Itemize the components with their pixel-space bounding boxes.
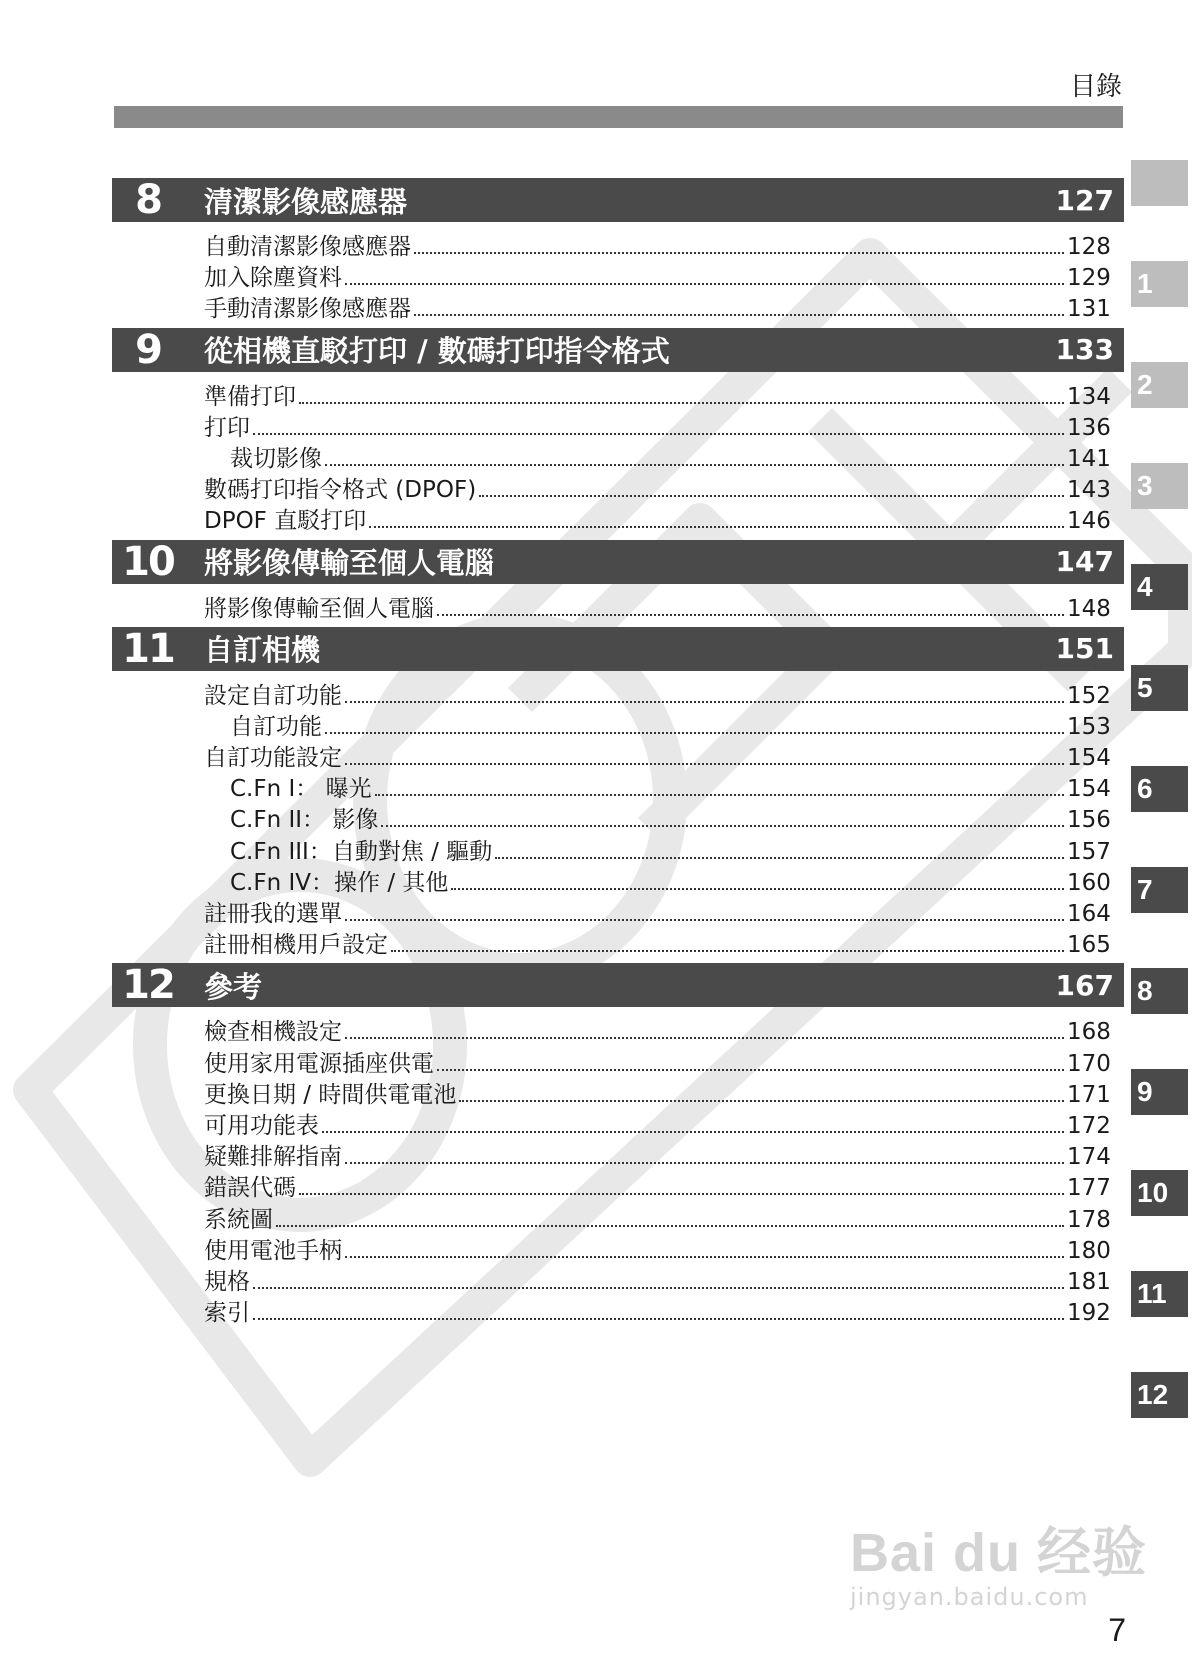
dot-leader bbox=[391, 949, 1064, 952]
toc-entry-label: 數碼打印指令格式 (DPOF) bbox=[204, 477, 477, 504]
toc-entry-page: 148 bbox=[1067, 595, 1111, 622]
toc-entry-label: 註冊相機用戶設定 bbox=[204, 932, 388, 959]
toc-entry[interactable] bbox=[204, 1076, 1109, 1107]
logo-main-text: Bai du 经验 bbox=[850, 1523, 1148, 1583]
toc-entry-page: 192 bbox=[1067, 1300, 1111, 1327]
toc-entry-page: 143 bbox=[1067, 477, 1111, 504]
toc-entry[interactable] bbox=[204, 590, 1109, 621]
toc-entry[interactable] bbox=[204, 895, 1109, 926]
toc-entry-page: 136 bbox=[1067, 414, 1111, 441]
toc-entry-label: 將影像傳輸至個人電腦 bbox=[204, 595, 434, 622]
toc-entry-page: 174 bbox=[1067, 1144, 1111, 1171]
dot-leader bbox=[345, 1255, 1064, 1258]
toc-entry-page: 181 bbox=[1067, 1268, 1111, 1295]
chapter-tab[interactable]: 5 bbox=[1131, 665, 1188, 711]
dot-leader bbox=[325, 731, 1064, 734]
toc-entry-page: 156 bbox=[1067, 807, 1111, 834]
toc-entry[interactable] bbox=[204, 1263, 1109, 1294]
header-bar bbox=[114, 106, 1123, 128]
dot-leader bbox=[479, 494, 1064, 497]
chapter-tab[interactable]: 8 bbox=[1131, 968, 1188, 1014]
dot-leader bbox=[437, 1068, 1064, 1071]
toc-entry-label: 自訂功能 bbox=[230, 713, 322, 740]
toc-entry-page: 177 bbox=[1067, 1175, 1111, 1202]
toc-entry[interactable] bbox=[204, 409, 1109, 440]
toc-entry[interactable] bbox=[204, 378, 1109, 409]
chapter-tab[interactable] bbox=[1131, 160, 1188, 206]
toc-entry-label: 疑難排解指南 bbox=[204, 1144, 342, 1171]
toc-entry-label: 自動清潔影像感應器 bbox=[204, 234, 411, 260]
toc-entry-page: 157 bbox=[1067, 838, 1111, 865]
dot-leader bbox=[381, 824, 1064, 827]
toc-entry-page: 153 bbox=[1067, 713, 1111, 740]
chapter-title: 清潔影像感應器 bbox=[204, 184, 408, 219]
toc-entry[interactable] bbox=[204, 926, 1109, 957]
chapter-tab[interactable]: 3 bbox=[1131, 463, 1188, 509]
dot-leader bbox=[253, 1286, 1064, 1289]
dot-leader bbox=[325, 463, 1064, 466]
chapter-tab[interactable]: 4 bbox=[1131, 564, 1188, 610]
toc-entry[interactable] bbox=[204, 1232, 1109, 1263]
toc-entry-page: 170 bbox=[1067, 1050, 1111, 1077]
toc-entry-label: C.Fn I： 曝光 bbox=[230, 776, 372, 803]
dot-leader bbox=[375, 793, 1064, 796]
toc-entry-label: 手動清潔影像感應器 bbox=[204, 296, 411, 323]
toc-entry-label: 打印 bbox=[204, 414, 250, 441]
chapter-number: 11 bbox=[122, 625, 174, 672]
dot-leader bbox=[369, 525, 1064, 528]
toc-entry-label: 系統圖 bbox=[204, 1206, 273, 1233]
toc-entry-page: 134 bbox=[1067, 383, 1111, 410]
chapter-heading[interactable] bbox=[112, 178, 1124, 222]
toc-entry-label: 檢查相機設定 bbox=[204, 1019, 342, 1046]
toc-entry[interactable] bbox=[230, 770, 1109, 801]
toc-entry-label: 索引 bbox=[204, 1300, 250, 1327]
toc-entry-page: 164 bbox=[1067, 901, 1111, 927]
dot-leader bbox=[437, 613, 1064, 616]
toc-entry-label: 準備打印 bbox=[204, 383, 296, 410]
dot-leader bbox=[345, 1161, 1064, 1164]
toc-entry-label: 規格 bbox=[204, 1268, 250, 1295]
toc-entry-page: 171 bbox=[1067, 1081, 1111, 1108]
chapter-tab[interactable]: 9 bbox=[1131, 1069, 1188, 1115]
toc-entry-page: 129 bbox=[1067, 265, 1111, 292]
table-of-contents bbox=[112, 178, 1124, 1331]
dot-leader bbox=[414, 251, 1064, 254]
chapter-section bbox=[112, 627, 1124, 958]
chapter-title: 自訂相機 bbox=[204, 633, 321, 668]
toc-entry[interactable] bbox=[204, 228, 1109, 259]
chapter-number: 10 bbox=[122, 538, 174, 585]
toc-entry[interactable] bbox=[230, 708, 1109, 739]
chapter-section bbox=[112, 963, 1124, 1325]
dot-leader bbox=[299, 401, 1064, 404]
toc-entry-label: C.Fn II： 影像 bbox=[230, 807, 379, 834]
chapter-section bbox=[112, 328, 1124, 534]
logo-sub-text: jingyan.baidu.com bbox=[850, 1583, 1089, 1611]
chapter-page: 147 bbox=[1055, 545, 1114, 578]
toc-entry[interactable] bbox=[230, 864, 1109, 895]
chapter-heading[interactable] bbox=[112, 963, 1124, 1007]
toc-entry-label: 使用電池手柄 bbox=[204, 1237, 342, 1264]
dot-leader bbox=[345, 700, 1064, 703]
toc-entry-label: 加入除塵資料 bbox=[204, 265, 342, 292]
dot-leader bbox=[345, 918, 1064, 921]
chapter-number: 9 bbox=[135, 326, 161, 373]
toc-entry-label: 錯誤代碼 bbox=[204, 1175, 296, 1202]
toc-entry-page: 168 bbox=[1067, 1019, 1111, 1046]
toc-entry[interactable] bbox=[230, 440, 1109, 471]
toc-entry-page: 152 bbox=[1067, 682, 1111, 709]
toc-entry[interactable] bbox=[204, 502, 1109, 533]
dot-leader bbox=[414, 313, 1064, 316]
dot-leader bbox=[451, 887, 1064, 890]
toc-entry[interactable] bbox=[204, 1013, 1109, 1044]
chapter-heading[interactable] bbox=[112, 627, 1124, 671]
dot-leader bbox=[345, 282, 1064, 285]
chapter-title: 從相機直駁打印 / 數碼打印指令格式 bbox=[204, 334, 670, 369]
toc-entry[interactable] bbox=[204, 259, 1109, 290]
page-number: 7 bbox=[1108, 1612, 1126, 1648]
toc-entry-label: 可用功能表 bbox=[204, 1112, 319, 1139]
toc-entry-page: 160 bbox=[1067, 869, 1111, 896]
toc-entry[interactable] bbox=[204, 677, 1109, 708]
dot-leader bbox=[322, 1130, 1064, 1133]
toc-entry-page: 154 bbox=[1067, 745, 1111, 772]
dot-leader bbox=[345, 1036, 1064, 1039]
chapter-section bbox=[112, 540, 1124, 621]
toc-entry-page: 141 bbox=[1067, 445, 1111, 472]
toc-entry-label: 設定自訂功能 bbox=[204, 682, 342, 709]
chapter-tab[interactable]: 1 bbox=[1131, 261, 1188, 307]
chapter-title: 參考 bbox=[204, 969, 263, 1004]
chapter-section bbox=[112, 178, 1124, 322]
dot-leader bbox=[253, 1317, 1064, 1320]
toc-entry-page: 172 bbox=[1067, 1112, 1111, 1139]
chapter-page: 133 bbox=[1055, 333, 1114, 367]
page-header-title: 目錄 bbox=[1069, 72, 1122, 102]
toc-entry-page: 128 bbox=[1067, 234, 1111, 260]
toc-entry[interactable] bbox=[204, 290, 1109, 321]
toc-entry-label: C.Fn III：自動對焦 / 驅動 bbox=[230, 838, 493, 865]
chapter-page: 167 bbox=[1055, 968, 1114, 1002]
dot-leader bbox=[345, 762, 1064, 765]
toc-entry-page: 154 bbox=[1067, 776, 1111, 803]
toc-entry-label: DPOF 直駁打印 bbox=[204, 508, 367, 535]
toc-entry[interactable] bbox=[204, 739, 1109, 770]
toc-entry-page: 178 bbox=[1067, 1206, 1111, 1233]
dot-leader bbox=[276, 1224, 1064, 1227]
toc-entry[interactable] bbox=[230, 801, 1109, 832]
toc-entry-label: C.Fn IV：操作 / 其他 bbox=[230, 869, 449, 896]
toc-entry-page: 131 bbox=[1067, 296, 1111, 323]
toc-entry[interactable] bbox=[204, 1138, 1109, 1169]
chapter-tab[interactable]: 6 bbox=[1131, 766, 1188, 812]
chapter-number: 12 bbox=[122, 962, 174, 1009]
toc-entry[interactable] bbox=[204, 1107, 1109, 1138]
toc-entry-label: 註冊我的選單 bbox=[204, 901, 342, 927]
toc-entry[interactable] bbox=[204, 1294, 1109, 1325]
dot-leader bbox=[299, 1192, 1064, 1195]
chapter-number: 8 bbox=[135, 177, 161, 223]
chapter-page: 151 bbox=[1055, 632, 1114, 666]
chapter-tab[interactable]: 11 bbox=[1131, 1271, 1188, 1317]
dot-leader bbox=[495, 856, 1064, 859]
toc-entry[interactable] bbox=[204, 1045, 1109, 1076]
chapter-tab[interactable]: 12 bbox=[1131, 1372, 1188, 1418]
chapter-heading[interactable] bbox=[112, 540, 1124, 584]
toc-entry-page: 180 bbox=[1067, 1237, 1111, 1264]
chapter-tab[interactable]: 2 bbox=[1131, 362, 1188, 408]
chapter-title: 將影像傳輸至個人電腦 bbox=[204, 546, 495, 580]
toc-entry-page: 146 bbox=[1067, 508, 1111, 535]
toc-entry-label: 更換日期 / 時間供電電池 bbox=[204, 1081, 457, 1108]
toc-entry[interactable] bbox=[204, 1169, 1109, 1200]
dot-leader bbox=[253, 432, 1064, 435]
toc-entry-label: 裁切影像 bbox=[230, 445, 322, 472]
dot-leader bbox=[459, 1099, 1064, 1102]
toc-entry-page: 165 bbox=[1067, 932, 1111, 959]
toc-entry[interactable] bbox=[230, 833, 1109, 864]
toc-entry-label: 使用家用電源插座供電 bbox=[204, 1050, 434, 1077]
toc-entry-label: 自訂功能設定 bbox=[204, 745, 342, 772]
toc-entry[interactable] bbox=[204, 471, 1109, 502]
chapter-heading[interactable] bbox=[112, 328, 1124, 372]
toc-entry[interactable] bbox=[204, 1201, 1109, 1232]
baidu-logo bbox=[850, 1510, 1147, 1611]
chapter-page: 127 bbox=[1055, 183, 1114, 217]
chapter-tab[interactable]: 7 bbox=[1131, 867, 1188, 913]
chapter-tab[interactable]: 10 bbox=[1131, 1170, 1188, 1216]
